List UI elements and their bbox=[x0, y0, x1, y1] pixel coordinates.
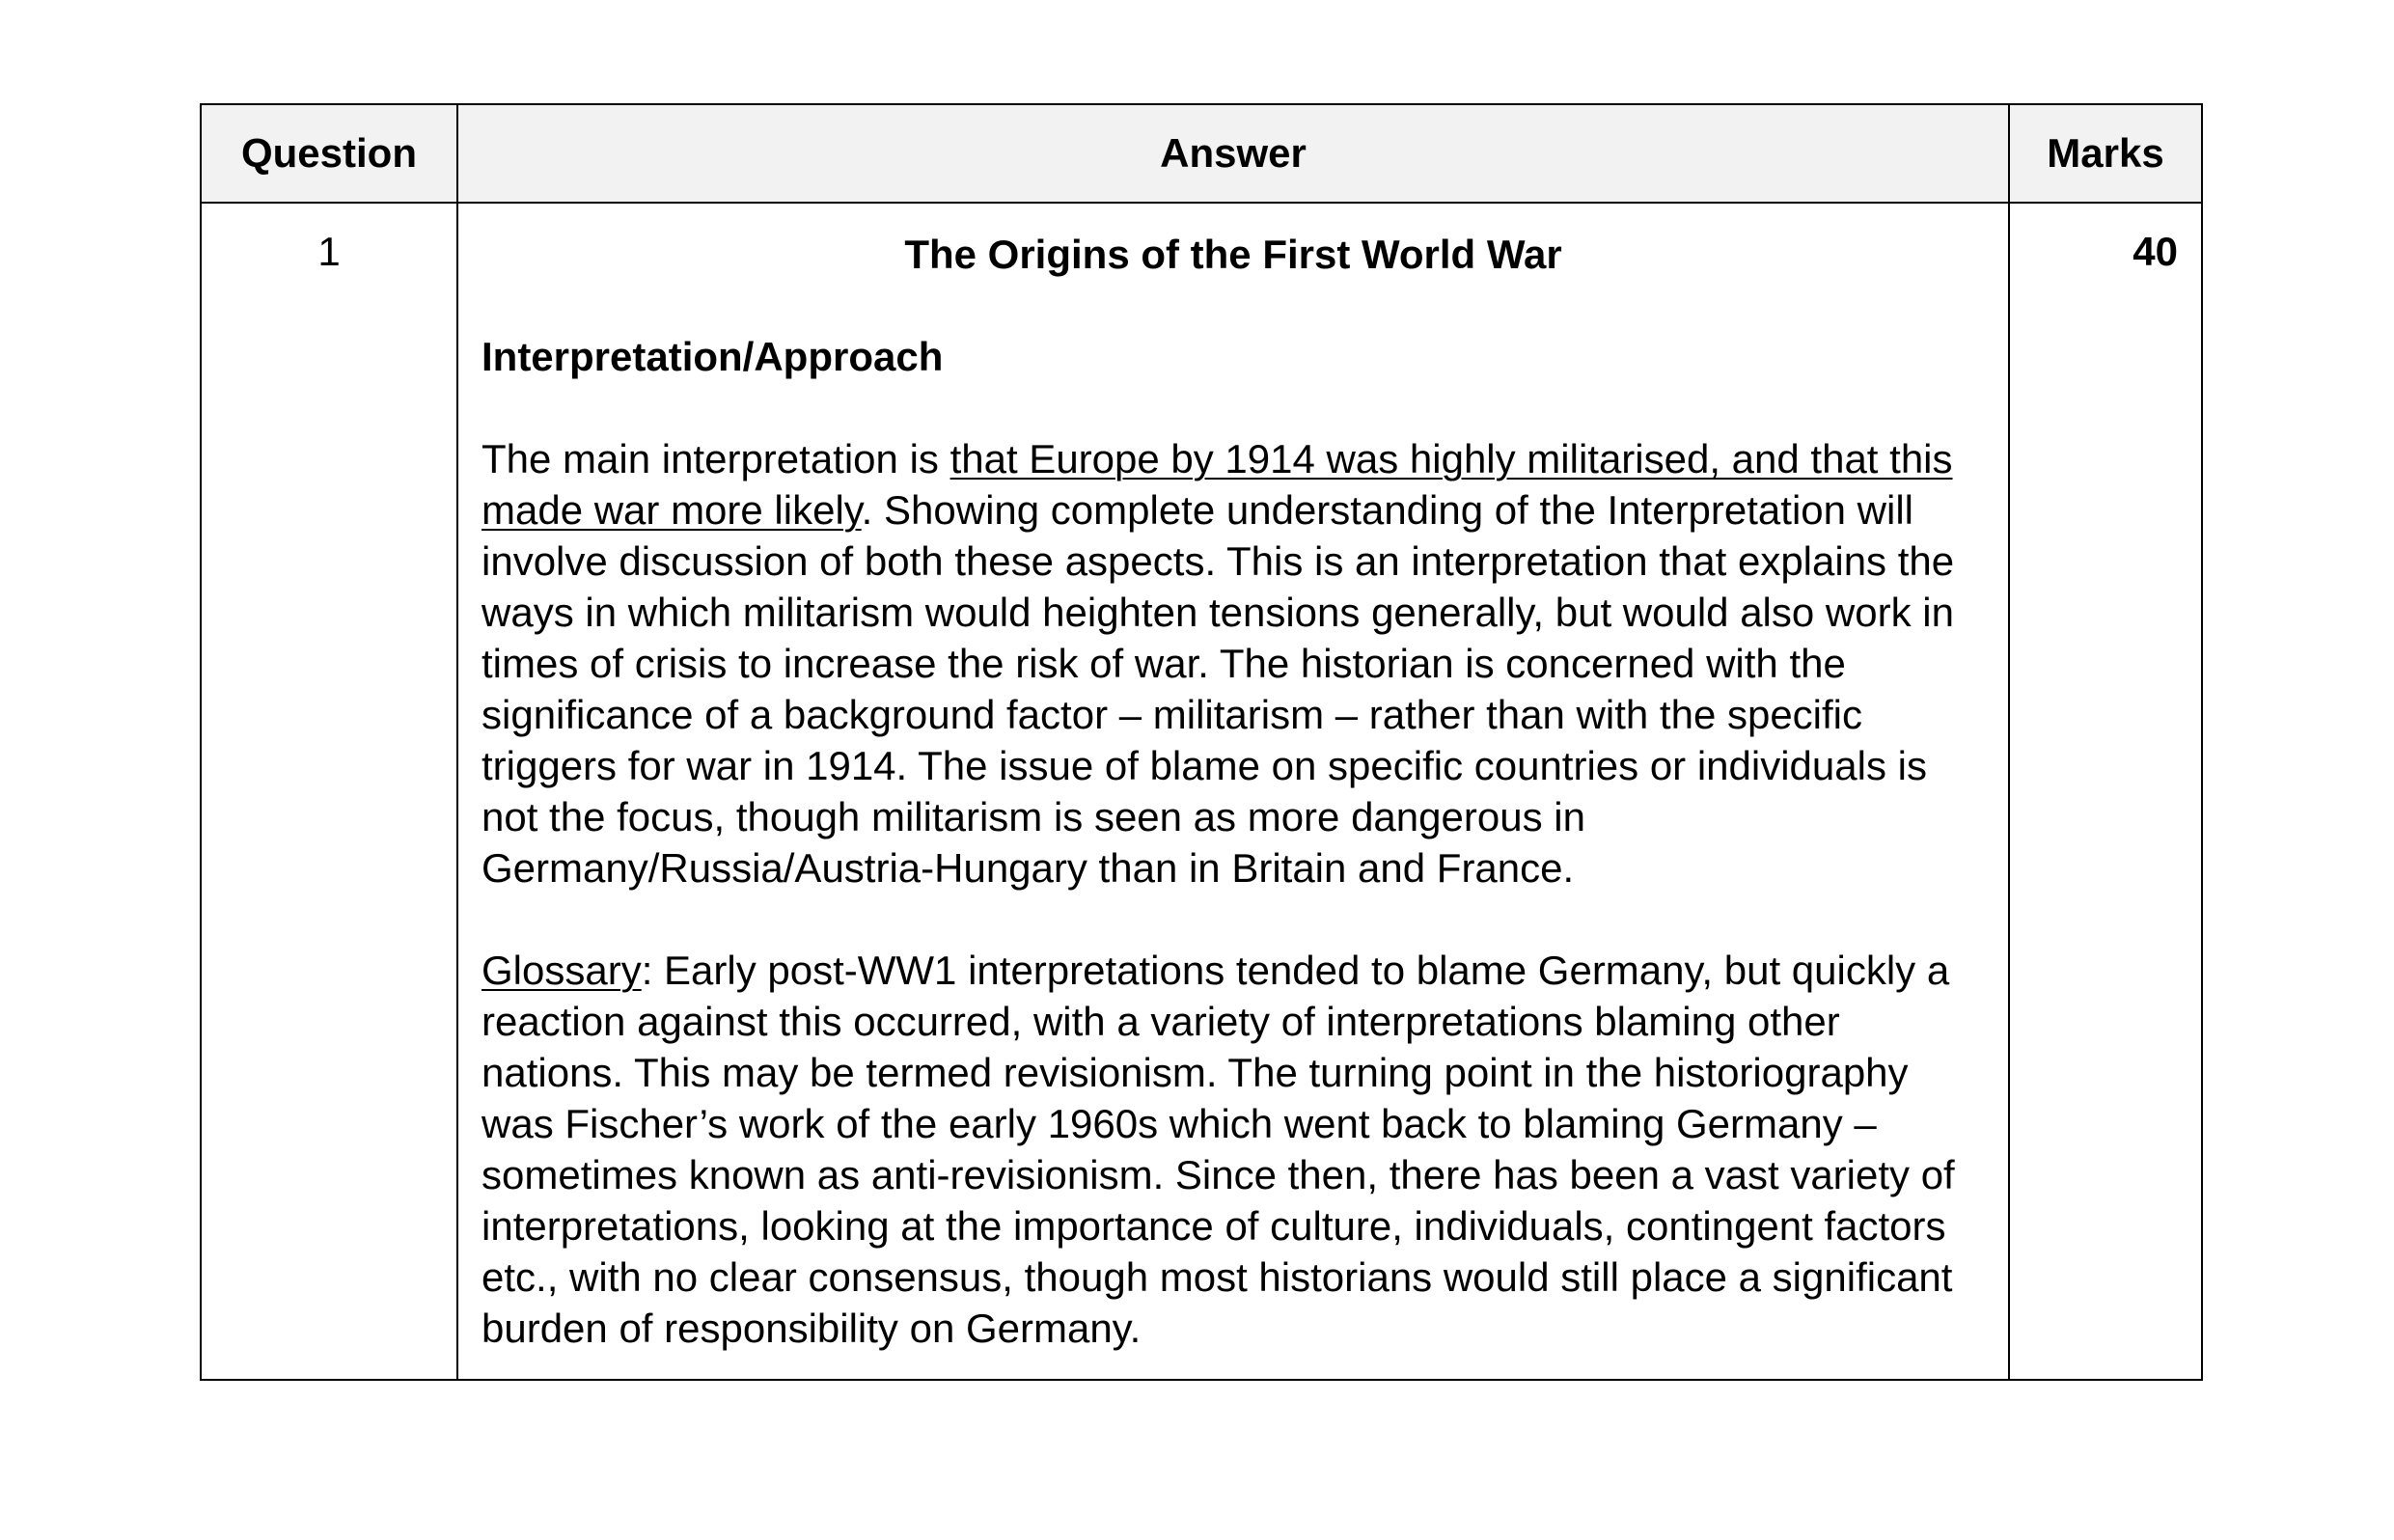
header-marks: Marks bbox=[2009, 104, 2202, 203]
mark-scheme-table bbox=[200, 103, 2203, 1381]
question-number: 1 bbox=[201, 203, 457, 1380]
glossary-label: Glossary bbox=[482, 948, 642, 993]
table-row bbox=[201, 203, 2202, 1380]
answer-cell bbox=[457, 203, 2009, 1380]
answer-title: The Origins of the First World War bbox=[904, 232, 1562, 277]
header-question: Question bbox=[201, 104, 457, 203]
glossary-text: : Early post-WW1 interpretations tended to blame Germany, but quickly a reaction against this occurred, with a variety of interpretations blaming other nations. This may be termed revisionism. The turning point in the historiography was Fischer’s work of the early 1960s which went back to blaming Germany – sometimes known as anti-revisionism. Since then, there has been a vast variety of interpretations, looking at the importance of culture, individuals, contingent factors etc., with no clear consensus, though most historians would still place a significant burden of responsibility on Germany. bbox=[482, 948, 1955, 1351]
answer-subheading: Interpretation/Approach bbox=[482, 334, 944, 379]
marks-value: 40 bbox=[2009, 203, 2202, 1380]
glossary-paragraph bbox=[482, 945, 1985, 1354]
header-answer: Answer bbox=[457, 104, 2009, 203]
interpretation-paragraph bbox=[482, 433, 1985, 894]
interpretation-prefix: The main interpretation is bbox=[482, 436, 950, 481]
table-header-row bbox=[201, 104, 2202, 203]
interpretation-underlined: that Europe by 1914 was highly militarised, and that this made war more likely bbox=[482, 436, 1953, 533]
interpretation-suffix: . Showing complete understanding of the Interpretation will involve discussion of both these aspects. This is an interpretation that explains the ways in which militarism would heighten tensions generally, but would also work in times of crisis to increase the risk of war. The historian is concerned with the significance of a background factor – militarism – rather than with the specific triggers for war in 1914. The issue of blame on specific countries or individuals is not the focus, though militarism is seen as more dangerous in Germany/Russia/Austria-Hungary than in Britain and France. bbox=[482, 487, 1955, 891]
